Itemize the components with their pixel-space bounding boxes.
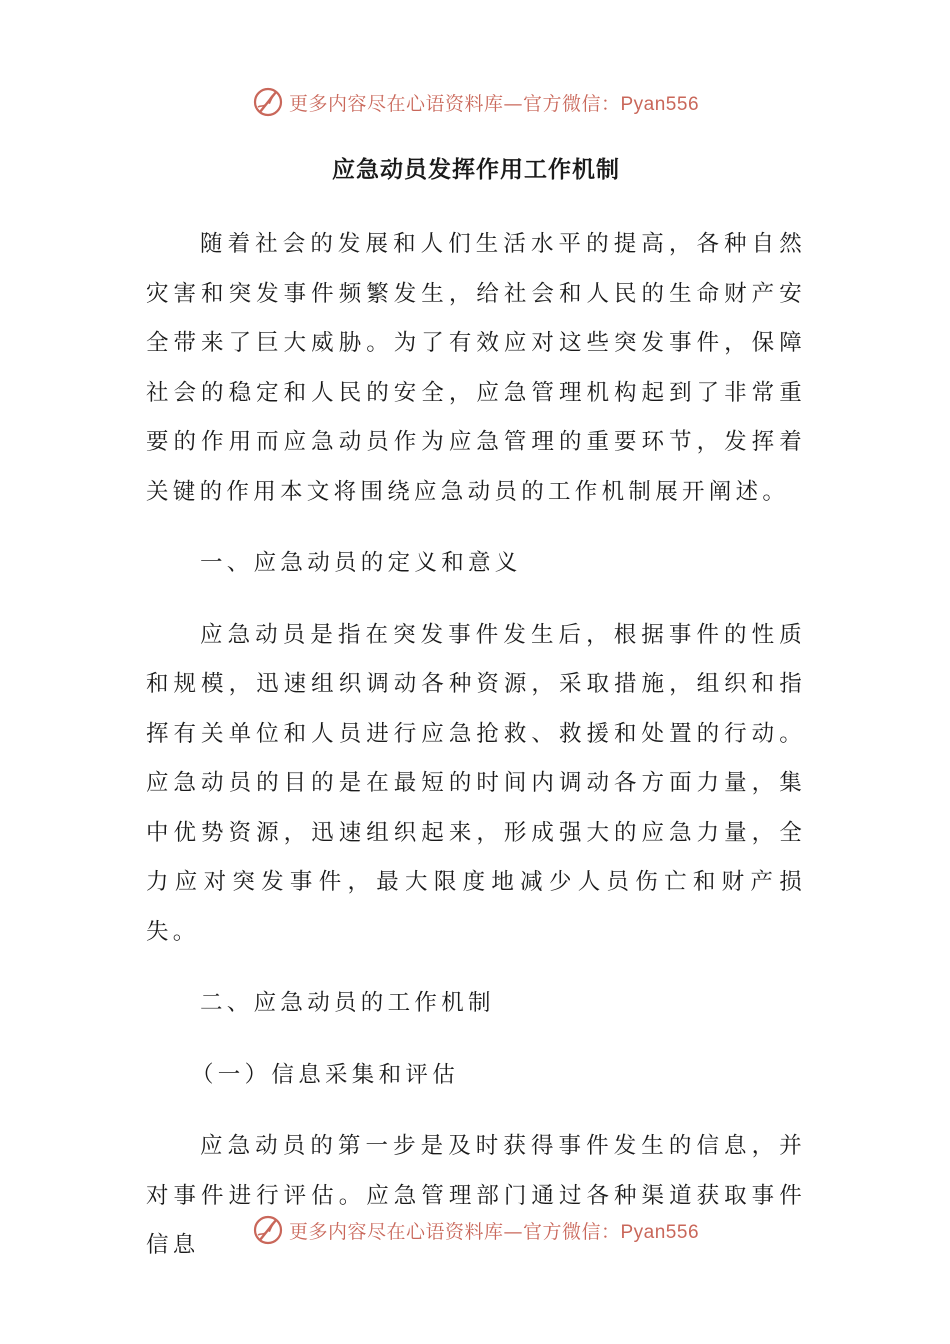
watermark-wechat-id: Pyan556 bbox=[620, 1221, 700, 1243]
header-watermark bbox=[0, 84, 950, 120]
intro-paragraph: 随着社会的发展和人们生活水平的提高，各种自然灾害和突发事件频繁发生，给社会和人民的生命财产安全带来了巨大威胁。为了有效应对这些突发事件，保障社会的稳定和人民的安全，应急管理机构起到了非常重要的作用而应急动员作为应急管理的重要环节，发挥着关键的作用本文将围绕应急动员的工作机制展开阐述。 bbox=[146, 231, 806, 505]
subsection-1-paragraph: 应急动员的第一步是及时获得事件发生的信息，并对事件进行评估。应急管理部门通过各种渠道获取事件信息 bbox=[146, 1133, 806, 1258]
watermark-text: 更多内容尽在心语资料库—官方微信：Pyan556 bbox=[288, 92, 700, 115]
watermark-text: 更多内容尽在心语资料库—官方微信：Pyan556 bbox=[288, 1220, 700, 1243]
section-1-paragraph: 应急动员是指在突发事件发生后，根据事件的性质和规模，迅速组织调动各种资源，采取措施，组织和指挥有关单位和人员进行应急抢救、救援和处置的行动。应急动员的目的是在最短的时间内调动各方面力量，集中优势资源，迅速组织起来，形成强大的应急力量，全力应对突发事件，最大限度地减少人员伤亡和财产损失。 bbox=[146, 621, 806, 945]
subsection-heading-1: （一）信息采集和评估 bbox=[191, 1061, 460, 1088]
section-heading-2: 二、应急动员的工作机制 bbox=[200, 990, 495, 1016]
quill-pen-logo-icon bbox=[251, 1213, 285, 1247]
footer-watermark bbox=[0, 1212, 950, 1248]
section-heading-1: 一、应急动员的定义和意义 bbox=[200, 550, 522, 576]
quill-pen-logo-icon bbox=[251, 85, 285, 119]
document-body bbox=[146, 148, 806, 1293]
document-title: 应急动员发挥作用工作机制 bbox=[332, 157, 620, 183]
watermark-wechat-id: Pyan556 bbox=[620, 93, 700, 115]
